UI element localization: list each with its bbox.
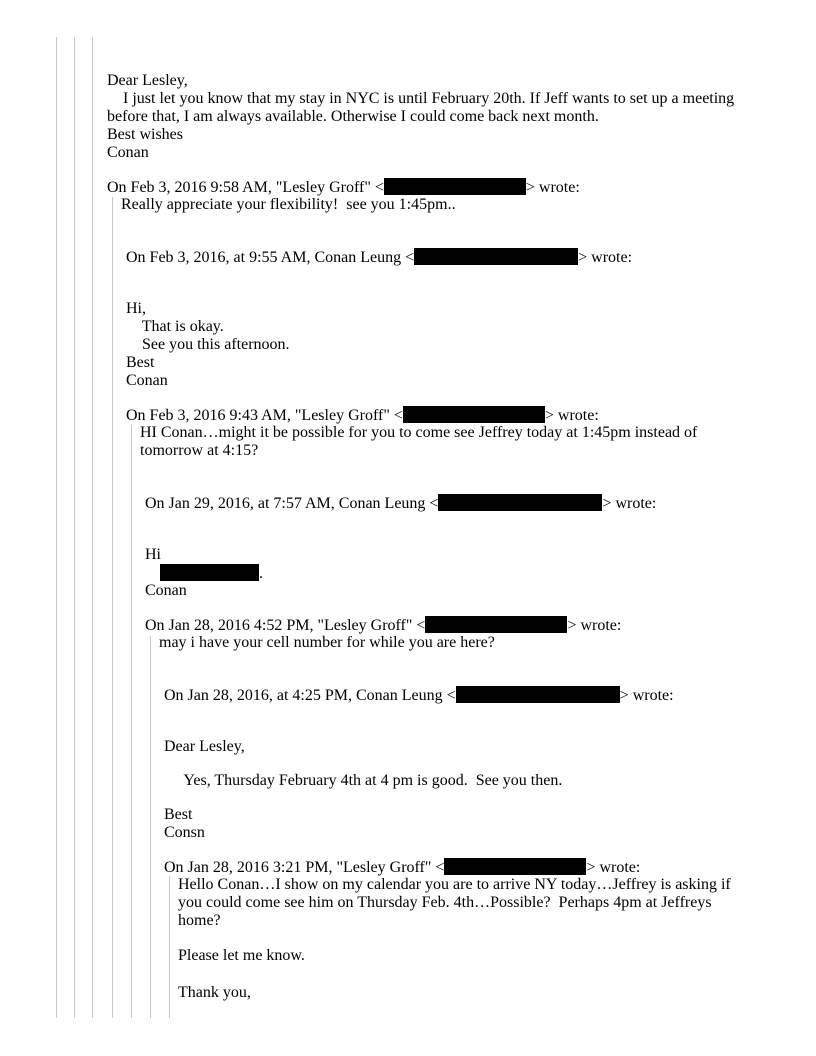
- quote-header: On Jan 28, 2016 3:21 PM, "Lesley Groff" < > wrote:: [164, 859, 641, 876]
- quote-body: Thank you,: [178, 984, 251, 1001]
- redacted-email: [403, 406, 545, 423]
- quote-body: Hello Conan…I show on my calendar you are to arrive NY today…Jeffrey is asking if: [178, 876, 731, 893]
- quote-header: On Feb 3, 2016 9:58 AM, "Lesley Groff" < > wrote:: [107, 179, 580, 196]
- reply-body-line: I just let you know that my stay in NYC is until February 20th. If Jeff wants to set up a meeting: [107, 90, 735, 107]
- page-rule-2: [74, 37, 75, 1018]
- quote-body: HI Conan…might it be possible for you to come see Jeffrey today at 1:45pm instead of: [140, 424, 698, 441]
- redacted-email: [456, 686, 620, 703]
- quote-greeting: Dear Lesley,: [164, 738, 245, 755]
- quote-header: On Jan 28, 2016, at 4:25 PM, Conan Leung < > wrote:: [164, 687, 674, 704]
- redacted-email: [425, 616, 567, 633]
- quote-body: Please let me know.: [178, 947, 305, 964]
- quote-body: .: [160, 564, 263, 583]
- quote-body: you could come see him on Thursday Feb. 4th…Possible? Perhaps 4pm at Jeffreys: [178, 894, 712, 911]
- quote-body: Yes, Thursday February 4th at 4 pm is good. See you then.: [164, 772, 563, 789]
- reply-signoff: Best wishes: [107, 126, 183, 143]
- redacted-email: [438, 494, 602, 511]
- reply-signature: Conan: [107, 144, 149, 161]
- quote-signoff: Best: [164, 806, 193, 823]
- redacted-email: [384, 178, 526, 195]
- quote-signature: Conan: [145, 582, 187, 599]
- quote-body: home?: [178, 912, 221, 929]
- quote-signature: Conan: [126, 372, 168, 389]
- quote-body: See you this afternoon.: [126, 336, 290, 353]
- quote-body: may i have your cell number for while you are here?: [159, 634, 495, 651]
- quote-header: On Jan 29, 2016, at 7:57 AM, Conan Leung < > wrote:: [145, 495, 657, 512]
- quote-bar-1: [112, 197, 113, 1018]
- quote-signoff: Best: [126, 354, 155, 371]
- reply-body-line: before that, I am always available. Otherwise I could come back next month.: [107, 108, 599, 125]
- quote-bar-4: [169, 876, 170, 1018]
- reply-greeting: Dear Lesley,: [107, 72, 188, 89]
- redacted-email: [444, 858, 586, 875]
- page-rule-1: [56, 37, 57, 1018]
- quote-body: That is okay.: [126, 318, 224, 335]
- quote-bar-2: [131, 425, 132, 1018]
- quote-header: On Feb 3, 2016 9:43 AM, "Lesley Groff" < > wrote:: [126, 407, 599, 424]
- quote-header: On Feb 3, 2016, at 9:55 AM, Conan Leung < > wrote:: [126, 249, 633, 266]
- quote-header: On Jan 28, 2016 4:52 PM, "Lesley Groff" < > wrote:: [145, 617, 622, 634]
- redacted-phone: [160, 564, 259, 581]
- page-rule-3: [92, 37, 93, 1018]
- quote-signature: Consn: [164, 824, 205, 841]
- quote-greeting: Hi: [145, 546, 161, 563]
- quote-body: tomorrow at 4:15?: [140, 442, 259, 459]
- quote-body: Really appreciate your flexibility! see you 1:45pm..: [121, 196, 456, 213]
- quote-bar-3: [150, 636, 151, 1018]
- quote-greeting: Hi,: [126, 300, 146, 317]
- redacted-email: [414, 248, 578, 265]
